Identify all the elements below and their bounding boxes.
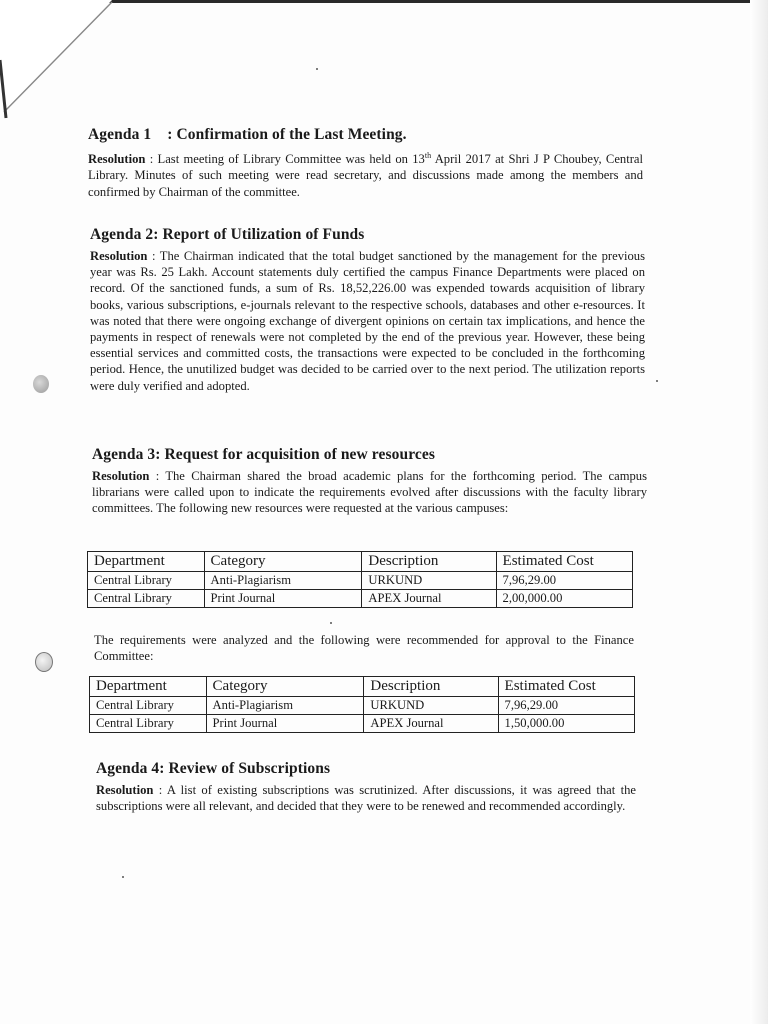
cell-department: Central Library	[90, 715, 207, 733]
cell-description: URKUND	[362, 572, 496, 590]
agenda-1-section	[88, 126, 643, 200]
cell-estimated-cost: 2,00,000.00	[496, 590, 632, 608]
agenda-3-resolution	[92, 468, 647, 517]
table-header-row	[90, 677, 635, 697]
header-description: Description	[362, 552, 496, 572]
cell-department: Central Library	[88, 572, 205, 590]
speck	[316, 68, 318, 70]
page-top-edge	[95, 0, 768, 3]
agenda-2-heading: Agenda 2: Report of Utilization of Funds	[90, 226, 365, 243]
agenda-2-section	[90, 226, 645, 394]
recommended-resources-table	[89, 676, 635, 733]
table-row	[90, 697, 635, 715]
resolution-text: : The Chairman indicated that the total budget sanctioned by the management for the previous year was Rs. 25 Lakh. Account statements duly certified the campus Finance Departments were placed on record. Of the sanctioned funds, a sum of Rs. 18,52,226.00 was expended towards acquisition of library books, various subscriptions, e-journals relevant to the respective schools, databases and other e-resources. It was noted that there were ongoing exchange of divergent opinions on certain tax implications, and hence the payments in respect of renewals were not completed by the end of the previous year. However, these being essential services and committed costs, the transactions were expected to be concluded in the forthcoming period. Hence, the unutilized budget was decided to be carried over to the next period. The utilization reports were duly verified and adopted.	[90, 249, 645, 393]
punch-hole-icon	[33, 375, 49, 393]
agenda-3-heading: Agenda 3: Request for acquisition of new resources	[92, 446, 435, 463]
agenda-1-heading	[88, 126, 643, 144]
header-department: Department	[88, 552, 205, 572]
agenda-2-resolution	[90, 248, 645, 394]
header-department: Department	[90, 677, 207, 697]
header-description: Description	[364, 677, 498, 697]
cell-description: URKUND	[364, 697, 498, 715]
cell-category: Anti-Plagiarism	[206, 697, 364, 715]
cell-category: Anti-Plagiarism	[204, 572, 362, 590]
speck	[656, 380, 658, 382]
resolution-text: : The Chairman shared the broad academic plans for the forthcoming period. The campus librarians were called upon to indicate the requirements evolved after discussions with the faculty library committees. The following new resources were requested at the various campuses:	[92, 469, 647, 516]
resolution-label: Resolution	[96, 783, 154, 797]
resolution-label: Resolution	[92, 469, 150, 483]
punch-hole-icon	[35, 652, 53, 672]
ordinal-suffix: th	[424, 151, 432, 160]
resolution-text: : A list of existing subscriptions was scrutinized. After discussions, it was agreed that the subscriptions were all relevant, and decided that they were to be renewed and recommended accordingly.	[96, 783, 636, 814]
resolution-text-a: : Last meeting of Library Committee was held on 13	[149, 152, 425, 167]
table-row	[88, 590, 633, 608]
resolution-label: Resolution	[90, 249, 148, 263]
cell-category: Print Journal	[206, 715, 364, 733]
agenda-1-title: : Confirmation of the Last Meeting.	[167, 126, 407, 143]
approval-paragraph: The requirements were analyzed and the following were recommended for approval to the Finance Committee:	[94, 633, 634, 664]
table-header-row	[88, 552, 633, 572]
folded-corner-graphic	[0, 0, 120, 120]
agenda-4-resolution	[96, 782, 636, 814]
resolution-text-b: April 2017 at Shri J P Choubey, Central Library. Minutes of such meeting were read secretary, and discussions made among the members and confirmed by Chairman of the committee.	[88, 152, 643, 199]
header-estimated-cost: Estimated Cost	[496, 552, 632, 572]
speck	[330, 622, 332, 624]
cell-department: Central Library	[90, 697, 207, 715]
agenda-4-section	[96, 760, 636, 814]
cell-description: APEX Journal	[364, 715, 498, 733]
cell-category: Print Journal	[204, 590, 362, 608]
cell-estimated-cost: 7,96,29.00	[498, 697, 634, 715]
cell-estimated-cost: 1,50,000.00	[498, 715, 634, 733]
header-estimated-cost: Estimated Cost	[498, 677, 634, 697]
speck	[122, 876, 124, 878]
agenda-3-section	[92, 446, 647, 517]
requested-resources-table	[87, 551, 633, 608]
agenda-1-resolution	[88, 148, 643, 200]
header-category: Category	[206, 677, 364, 697]
header-category: Category	[204, 552, 362, 572]
cell-department: Central Library	[88, 590, 205, 608]
table-row	[88, 572, 633, 590]
resolution-label: Resolution	[88, 152, 146, 167]
agenda-1-label: Agenda 1	[88, 126, 152, 143]
cell-description: APEX Journal	[362, 590, 496, 608]
table-row	[90, 715, 635, 733]
agenda-4-heading: Agenda 4: Review of Subscriptions	[96, 760, 331, 777]
page-right-edge	[750, 0, 768, 1024]
cell-estimated-cost: 7,96,29.00	[496, 572, 632, 590]
